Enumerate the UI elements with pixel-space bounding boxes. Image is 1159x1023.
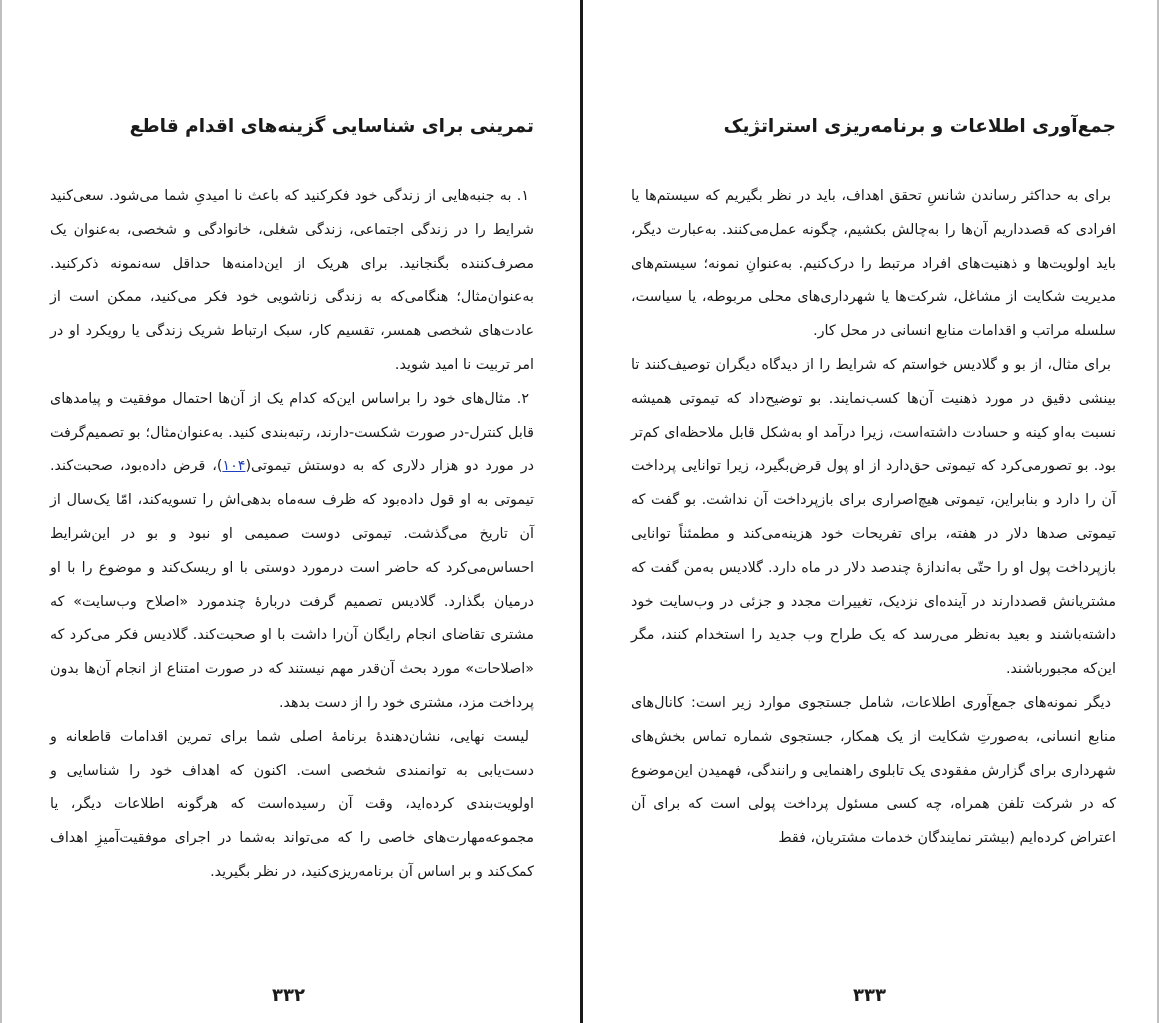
- left-paragraph-2-end: )، قرض داده‌بود، صحبت‌کند. تیموتی به او قول داده‌بود که ظرف سه‌ماه بدهی‌اش را تسویه‌کند، امّا یک‌سال از آن تاریخ می‌گذشت. تیموتی دوست صمیمی او نبود و بو در این‌شرایط احساس‌می‌کرد که حاضر است درمورد دوستی با او ریسک‌کند و موضوع را با او درمیان بگذارد. گلادیس تصمیم گرفت دربارۀ چندمورد «اصلاح وب‌سایت» که مشتری تقاضای انجام رایگان آن‌را داشت با او صحبت‌کند. گلادیس فکر می‌کرد که «اصلاحات» مورد بحث آن‌قدر مهم نیستند که در صورت امتناع از انجام آن‌ها بدون پرداخت مزد، مشتری خود را از دست بدهد.: [50, 458, 534, 711]
- left-page-number: ۳۳۲: [272, 985, 305, 1006]
- left-paragraph-2: [50, 383, 534, 721]
- left-page-content: [50, 112, 534, 890]
- right-paragraph-3: دیگر نمونه‌های جمع‌آوری اطلاعات، شامل جستجوی موارد زیر است: کانال‌های منابع انسانی، به‌صورتِ شکایت از یک همکار، جستجوی شماره تماس بخش‌های شهرداری برای گزارش مفقودی یک تابلوی راهنمایی و رانندگی، فهمیدن این‌موضوع که در شرکت تلفن همراه، چه کسی مسئول پرداخت پولی است که برای آن اعتراض کرده‌ایم (بیشتر نمایندگان خدمات مشتریان، فقط: [631, 694, 1116, 847]
- left-paragraph-1: ۱. به جنبه‌هایی از زندگی خود فکرکنید که باعث نا امیدیِ شما می‌شود. سعی‌کنید شرایط را در زندگی اجتماعی، زندگی شغلی، خانوادگی و شخصی، به‌عنوان یک مصرف‌کننده بگنجانید. برای هریک از این‌دامنه‌ها حداقل سه‌نمونه ذکرکنید. به‌عنوان‌مثال؛ هنگامی‌که به زندگی زناشویی خود فکر می‌کنید، ممکن است از عادت‌های شخصی همسر، تقسیم کار، سبک ارتباط شریک زندگی یا رویکرد او در امر تربیت نا امید شوید.: [50, 188, 534, 373]
- right-page-title: جمع‌آوری اطلاعات و برنامه‌ریزی استراتژیک: [723, 116, 1116, 137]
- footnote-link[interactable]: ۱۰۴: [222, 458, 246, 475]
- right-paragraph-2: برای مثال، از بو و گلادیس خواستم که شرایط را از دیدگاه دیگران توصیف‌کنند تا بینشی دقیق در مورد ذهنیت آن‌ها کسب‌نمایند. بو توضیح‌داد که تیموتی همیشه نسبت به‌او کینه و حسادت داشته‌است، زیرا درآمد او به‌شکل قابل ملاحظه‌ای کم‌تر بود. بو تصورمی‌کرد که تیموتی حق‌دارد از او پول قرض‌بگیرد، زیرا توانایی پرداخت آن را دارد و بنابراین، تیموتی هیچ‌اصراری برای بازپرداخت آن نداشت. بو گفت که تیموتی صدها دلار در هفته، برای تفریحات خود هزینه‌می‌کند و مطمئناً توانایی بازپرداخت پول او را حتّی به‌اندازۀ چندصد دلار در ماه دارد. گلادیس به‌من گفت که مشتریانش قصددارند در آینده‌ای نزدیک، تغییرات مجدد و جزئی در وب‌سایت خود داشته‌باشند و بعید به‌نظر می‌رسد که یک طراح وب جدید را استخدام کنند، مگر این‌که مجبورباشند.: [631, 356, 1116, 678]
- right-paragraph-1: برای به حداکثر رساندن شانسِ تحقق اهداف، باید در نظر بگیریم که سیستم‌ها یا افرادی که قصدداریم آن‌ها را به‌چالش بکشیم، چگونه عمل‌می‌کنند. به‌عبارت دیگر، باید اولویت‌ها و ذهنیت‌های افراد مرتبط را درک‌کنیم. به‌عنوانِ نمونه؛ سیستم‌های مدیریت شکایت از مشاغل، شرکت‌ها یا شهرداری‌های محلی مربوطه، یا سیاست، سلسله مراتب و اقدامات منابع انسانی در محل کار.: [631, 188, 1116, 340]
- right-page: [583, 0, 1159, 1023]
- right-page-number: ۳۳۳: [853, 985, 886, 1006]
- left-paragraph-2-start: ۲. مثال‌های خود را براساس این‌که کدام یک از آن‌ها احتمال موفقیت و پیامدهای قابل کنترل-در صورت شکست-دارند، رتبه‌بندی کنید. به‌عنوان‌مثال؛ بو تصمیم‌گرفت در مورد دو هزار دلاری که به دوستش تیموتی(: [50, 390, 534, 475]
- left-page-title: تمرینی برای شناسایی گزینه‌های اقدام قاطع: [129, 116, 534, 137]
- left-paragraph-3: لیست نهایی، نشان‌دهندۀ برنامۀ اصلی شما برای تمرین اقدامات قاطعانه و دست‌یابی به توانمندی شخصی است. اکنون که اهداف خود را شناسایی و اولویت‌بندی کرده‌اید، وقت آن رسیده‌است که هرگونه اطلاعات دیگر، یا مجموعه‌مهارت‌های خاصی را که می‌تواند به‌شما در اجرای موفقیت‌آمیزِ اهداف کمک‌کند و بر اساس آن برنامه‌ریزی‌کنید، در نظر بگیرید.: [50, 728, 534, 880]
- right-page-content: [631, 112, 1116, 856]
